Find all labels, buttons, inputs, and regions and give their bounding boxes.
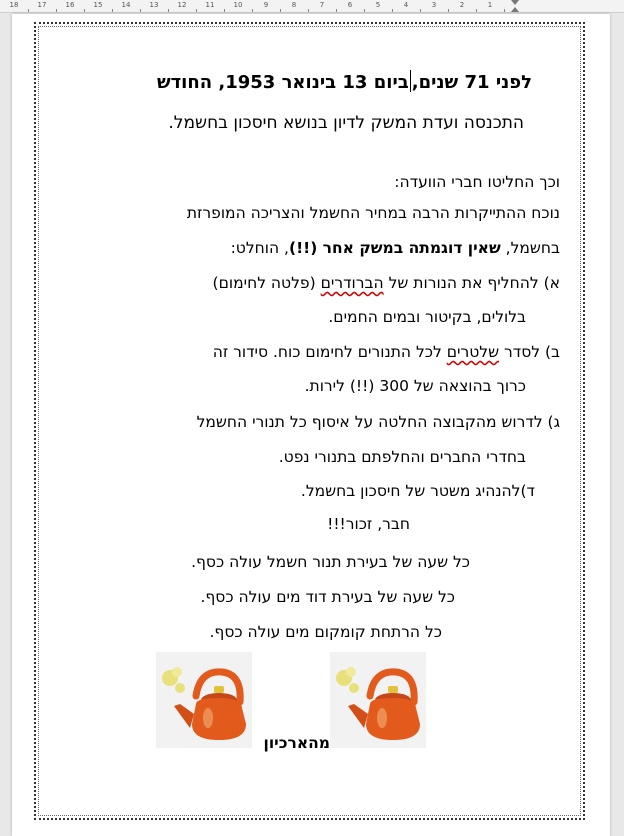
item-a-suffix: (פלטה לחימום) [212,274,316,292]
ruler-tick-mark [364,9,365,12]
ruler-tick-mark [448,9,449,12]
text-cursor [410,70,411,92]
ruler-tick-mark [28,9,29,12]
item-c-line-2[interactable]: בחדרי החברים והחלפתם בתנורי נפט. [278,448,526,466]
item-b-line-2[interactable]: כרוך בהוצאה של 300 (!!) לירות. [304,377,526,395]
document-page[interactable] [12,14,610,836]
reminder-line[interactable]: חבר, זכור!!! [327,515,410,533]
kettle-icon [330,652,426,748]
reason-line-1[interactable]: נוכח ההתייקרות הרבה במחיר החשמל והצריכה המופרזת [186,204,560,222]
ruler-tick-mark [420,9,421,12]
ruler-tick-mark [140,9,141,12]
ruler-tick-mark [56,9,57,12]
ruler-tick-label: 2 [459,1,465,9]
ruler-tick-label: 13 [149,1,159,9]
ruler-tick-label: 5 [375,1,381,9]
ruler-tick-mark [196,9,197,12]
ruler-tick-mark [224,9,225,12]
item-a-misspelled-word[interactable]: הברודרים [320,274,384,292]
ruler-tick-label: 4 [403,1,409,9]
kettle-icon [156,652,252,748]
ruler-tick-label: 18 [9,1,19,9]
item-d-line[interactable]: ד)להנהיג משטר של חיסכון בחשמל. [300,482,535,500]
ruler-tick-label: 10 [233,1,243,9]
ruler-tick-mark [168,9,169,12]
ruler-tick-mark [84,9,85,12]
ruler-tick-mark [252,9,253,12]
subheading-line[interactable]: התכנסה ועדת המשק לדיון בנושא חיסכון בחשמל. [168,113,524,133]
reason-end: , הוחלט: [230,239,289,257]
ruler-tick-label: 7 [319,1,325,9]
ruler-tick-mark [392,9,393,12]
intro-line[interactable]: וכך החליטו חברי הוועדה: [394,173,560,191]
hanging-indent-marker[interactable] [511,7,519,12]
item-a-line-1[interactable] [213,274,560,292]
item-a-prefix: א) להחליף את הנורות של [388,274,560,292]
ruler-tick-label: 1 [487,1,493,9]
ruler-tick-label: 6 [347,1,353,9]
first-line-indent-marker[interactable] [511,0,519,5]
item-c-line-1[interactable]: ג) לדרוש מהקבוצה החלטה על איסוף כל תנורי החשמל [196,413,560,431]
heading-line[interactable] [157,70,532,93]
item-b-prefix: ב) לסדר [503,343,560,361]
heading-part-2: לפני 71 שנים, [411,72,532,93]
reason-line-2[interactable] [231,239,560,257]
kettle-image-left[interactable] [156,652,252,748]
ruler-tick-mark [280,9,281,12]
ruler-tick-label: 14 [121,1,131,9]
ruler-scale [0,0,624,12]
ruler-tick-label: 9 [263,1,269,9]
fact-line-2[interactable]: כל שעה של בעירת דוד מים עולה כסף. [200,588,455,606]
reason-bold-phrase: שאין דוגמתה במשק אחר (!!) [288,239,501,257]
horizontal-ruler[interactable] [0,0,624,13]
item-b-line-1[interactable] [213,343,560,361]
ruler-tick-mark [504,9,505,12]
heading-part-1: ביום 13 בינואר 1953, החודש [156,72,409,93]
ruler-tick-mark [308,9,309,12]
kettle-image-right[interactable] [330,652,426,748]
ruler-tick-label: 11 [205,1,215,9]
ruler-tick-label: 15 [93,1,103,9]
archive-footer[interactable]: מהארכיון [263,734,330,752]
item-b-misspelled-word[interactable]: שלטרים [446,343,500,361]
ruler-tick-label: 12 [177,1,187,9]
fact-line-3[interactable]: כל הרתחת קומקום מים עולה כסף. [209,623,442,641]
ruler-tick-mark [112,9,113,12]
ruler-tick-label: 8 [291,1,297,9]
ruler-tick-label: 17 [37,1,47,9]
ruler-tick-label: 3 [431,1,437,9]
item-b-suffix: לכל התנורים לחימום כוח. סידור זה [212,343,442,361]
item-a-line-2[interactable]: בלולים, בקיטור ובמים החמים. [328,308,526,326]
fact-line-1[interactable]: כל שעה של בעירת תנור חשמל עולה כסף. [191,553,470,571]
ruler-tick-label: 16 [65,1,75,9]
ruler-tick-mark [476,9,477,12]
ruler-tick-mark [336,9,337,12]
reason-start: בחשמל, [505,239,560,257]
